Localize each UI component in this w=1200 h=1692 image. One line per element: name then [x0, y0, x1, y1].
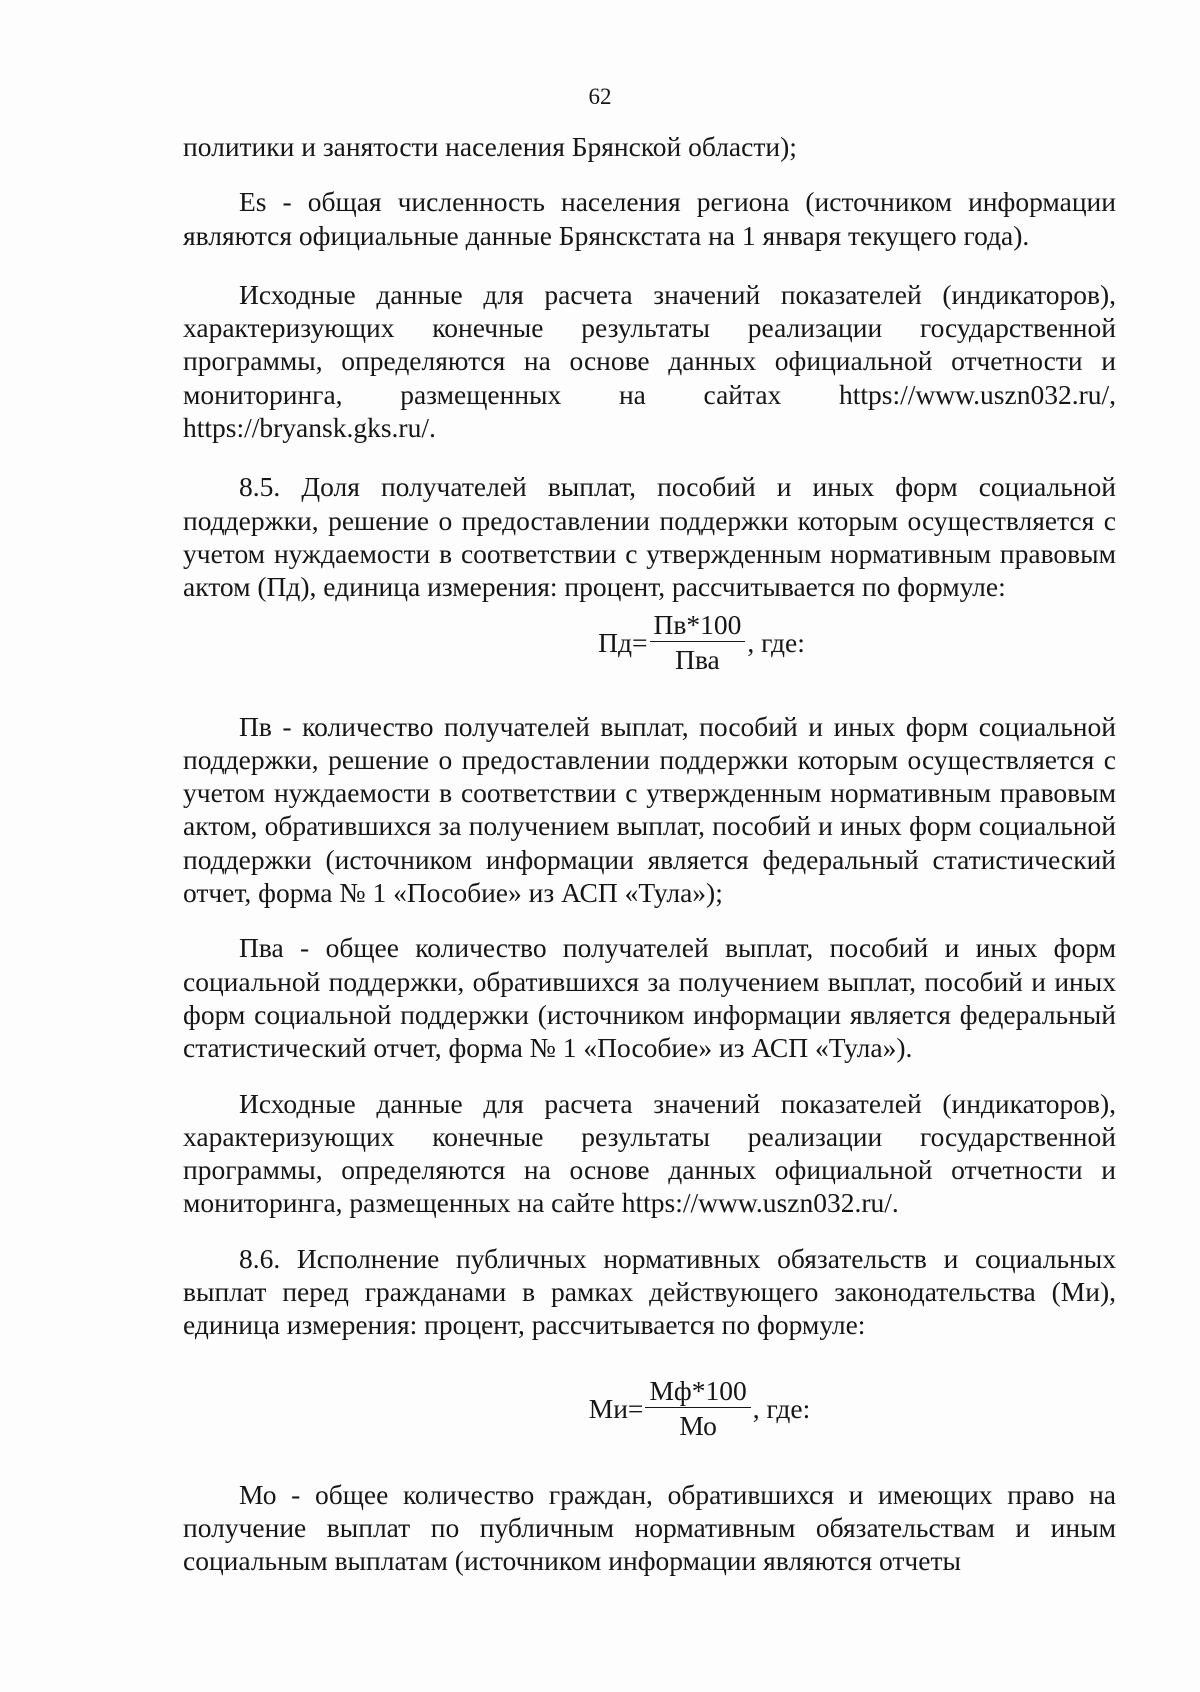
formula-pd-tail: , где: [747, 627, 805, 659]
paragraph-continuation: политики и занятости населения Брянской области); [183, 131, 797, 162]
paragraph-pv-definition: Пв - количество получателей выплат, пособий и иных форм социальной поддержки, решение о предоставлении поддержки которым осуществляется с учетом нуждаемости в соответствии с утвержденным нормативным правовым актом, обратившихся за получением выплат, пособий и иных форм социальной поддержки (источником информации является федеральный статистический отчет, форма № 1 «Пособие» из АСП «Тула»); [183, 710, 1116, 909]
formula-pd-lhs: Пд= [598, 627, 648, 659]
paragraph-section-8-6: 8.6. Исполнение публичных нормативных обязательств и социальных выплат перед гражданами в рамках действующего законодательства (Ми), единица измерения: процент, рассчитывается по формуле: [183, 1242, 1116, 1341]
page-number: 62 [588, 84, 612, 109]
paragraph-section-8-5: 8.5. Доля получателей выплат, пособий и иных форм социальной поддержки, решение о предоставлении поддержки которым осуществляется с учетом нуждаемости в соответствии с утвержденным нормативным правовым актом (Пд), единица измерения: процент, рассчитывается по формуле: [183, 471, 1116, 603]
formula-mi-denominator: Мо [679, 1410, 717, 1442]
formula-mi [283, 1372, 1116, 1446]
paragraph-source-data: Исходные данные для расчета значений показателей (индикаторов), характеризующих конечные результаты реализации государственной программы, определяются на основе данных официальной отчетности и мониторинга, размещенных на сайтах https://www.uszn032.ru/, https://bryansk.gks.ru/. [183, 278, 1116, 444]
formula-mi-numerator: Мф*100 [645, 1375, 750, 1408]
formula-mi-lhs: Ми= [588, 1393, 644, 1425]
paragraph-pva-definition: Пва - общее количество получателей выплат, пособий и иных форм социальной поддержки, обратившихся за получением выплат, пособий и иных форм социальной поддержки (источником информации является федеральный статистический отчет, форма № 1 «Пособие» из АСП «Тула»). [183, 932, 1116, 1064]
formula-pd-denominator: Пва [675, 644, 720, 676]
formula-pd [287, 608, 1116, 678]
paragraph-es-definition: Es - общая численность населения региона (источником информации являются официальные данные Брянскстата на 1 января текущего года). [183, 186, 1116, 251]
formula-pd-numerator: Пв*100 [650, 609, 746, 642]
paragraph-source-data-2: Исходные данные для расчета значений показателей (индикаторов), характеризующих конечные результаты реализации государственной программы, определяются на основе данных официальной отчетности и мониторинга, размещенных на сайте https://www.uszn032.ru/. [183, 1087, 1116, 1219]
document-body [183, 130, 1116, 1578]
formula-mi-tail: , где: [752, 1393, 811, 1425]
formula-mi-fraction [645, 1375, 750, 1442]
paragraph-mo-definition: Мо - общее количество граждан, обратившихся и имеющих право на получение выплат по публичным нормативным обязательствам и иным социальным выплатам (источником информации являются отчеты [183, 1478, 1116, 1577]
formula-pd-fraction [650, 609, 746, 676]
